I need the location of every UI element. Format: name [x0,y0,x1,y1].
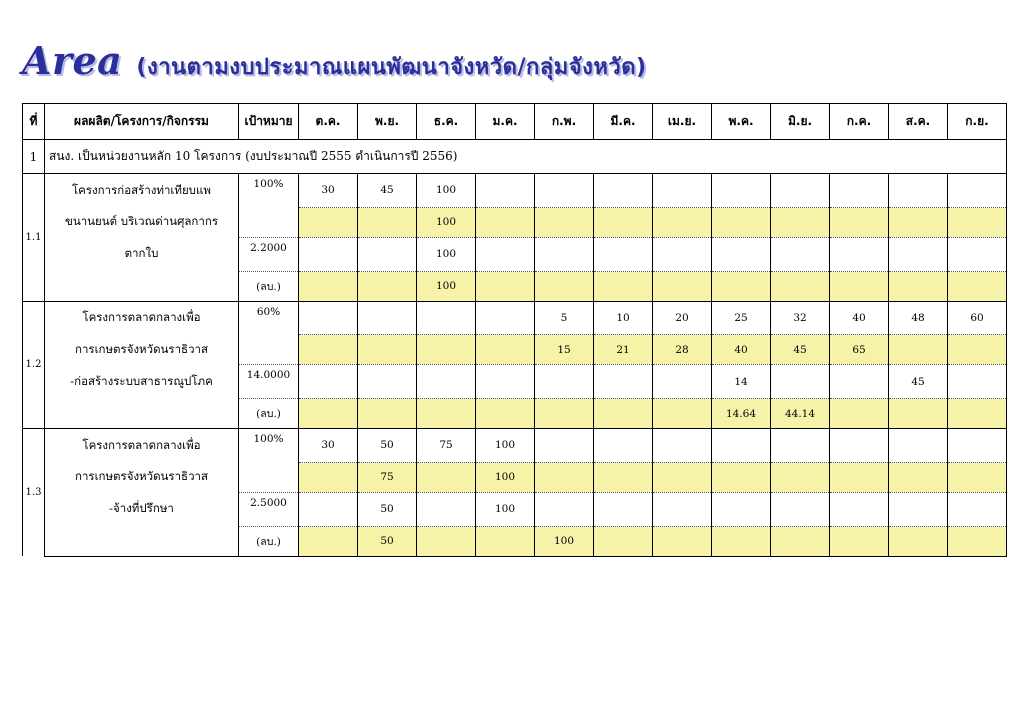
plan-table [22,103,1007,557]
month-cell [771,174,830,208]
target-cell [239,335,299,365]
month-cell [358,271,417,301]
month-cell [535,492,594,526]
month-cell [299,237,358,271]
month-cell [948,526,1007,556]
month-cell [653,365,712,399]
header-cell: พ.ย. [358,104,417,140]
month-cell [948,174,1007,208]
month-cell [889,492,948,526]
month-cell: 75 [417,429,476,463]
target-budget: 2.2000 [239,237,299,271]
month-cell [948,335,1007,365]
target-budget: 14.0000 [239,365,299,399]
target-percent: 100% [239,429,299,463]
project-number: 1.3 [23,429,45,557]
month-cell: 65 [830,335,889,365]
month-cell: 50 [358,492,417,526]
month-cell: 100 [417,271,476,301]
month-cell: 14.64 [712,399,771,429]
project-name-line [45,399,239,429]
header-cell: ม.ค. [476,104,535,140]
month-cell [299,301,358,335]
month-cell [771,462,830,492]
month-cell: 21 [594,335,653,365]
month-cell: 100 [417,207,476,237]
project-name-line: โครงการตลาดกลางเพื่อ [45,429,239,463]
month-cell [712,526,771,556]
month-cell: 100 [417,174,476,208]
summary-no: 1 [23,140,45,174]
table-row [23,207,1007,237]
month-cell [358,365,417,399]
month-cell [358,207,417,237]
month-cell: 100 [535,526,594,556]
month-cell [889,429,948,463]
month-cell [476,174,535,208]
month-cell: 100 [476,492,535,526]
month-cell [948,237,1007,271]
month-cell [535,462,594,492]
summary-text: สนง. เป็นหน่วยงานหลัก 10 โครงการ (งบประมาณปี 2555 ดำเนินการปี 2556) [45,140,1007,174]
month-cell [594,492,653,526]
month-cell [594,429,653,463]
month-cell [830,429,889,463]
month-cell [771,237,830,271]
month-cell: 75 [358,462,417,492]
month-cell [948,271,1007,301]
month-cell: 30 [299,174,358,208]
table-row [23,365,1007,399]
month-cell: 45 [771,335,830,365]
month-cell [712,462,771,492]
month-cell [830,365,889,399]
month-cell [830,462,889,492]
table-row [23,462,1007,492]
month-cell [771,207,830,237]
month-cell [653,237,712,271]
page-title [22,38,647,88]
project-name-line: -จ้างที่ปรึกษา [45,492,239,526]
table-row [23,429,1007,463]
month-cell: 40 [830,301,889,335]
month-cell [594,399,653,429]
month-cell [476,526,535,556]
header-cell: ธ.ค. [417,104,476,140]
project-number: 1.2 [23,301,45,429]
month-cell [535,429,594,463]
month-cell [358,335,417,365]
month-cell [771,429,830,463]
month-cell [653,271,712,301]
month-cell [830,399,889,429]
month-cell [948,492,1007,526]
target-budget: 2.5000 [239,492,299,526]
header-cell: ที่ [23,104,45,140]
month-cell [653,492,712,526]
month-cell [889,271,948,301]
month-cell [771,526,830,556]
header-cell: เม.ย. [653,104,712,140]
month-cell [417,301,476,335]
month-cell [771,492,830,526]
project-number: 1.1 [23,174,45,302]
month-cell [948,399,1007,429]
month-cell [594,462,653,492]
month-cell [712,237,771,271]
target-percent: 100% [239,174,299,208]
month-cell: 100 [417,237,476,271]
header-cell: ส.ค. [889,104,948,140]
table-row [23,492,1007,526]
project-name-line: ขนานยนต์ บริเวณด่านศุลกากร [45,207,239,237]
month-cell: 48 [889,301,948,335]
month-cell [417,399,476,429]
month-cell [712,207,771,237]
month-cell [535,174,594,208]
header-cell: มี.ค. [594,104,653,140]
month-cell [535,207,594,237]
month-cell [476,271,535,301]
month-cell: 28 [653,335,712,365]
month-cell [299,335,358,365]
month-cell: 45 [889,365,948,399]
project-name-line: การเกษตรจังหวัดนราธิวาส [45,462,239,492]
month-cell [771,365,830,399]
month-cell: 32 [771,301,830,335]
header-cell: พ.ค. [712,104,771,140]
month-cell [771,271,830,301]
month-cell [889,399,948,429]
project-name-line: โครงการก่อสร้างท่าเทียบแพ [45,174,239,208]
target-budget-unit: (ลบ.) [239,526,299,556]
month-cell [948,429,1007,463]
month-cell [594,207,653,237]
month-cell [594,365,653,399]
month-cell [299,365,358,399]
table-row [23,271,1007,301]
month-cell [594,237,653,271]
month-cell [535,271,594,301]
month-cell [476,237,535,271]
table-row [23,399,1007,429]
header-cell: ก.ย. [948,104,1007,140]
month-cell [535,399,594,429]
month-cell [476,301,535,335]
month-cell: 60 [948,301,1007,335]
project-name-line: -ก่อสร้างระบบสาธารณูปโภค [45,365,239,399]
target-budget-unit: (ลบ.) [239,399,299,429]
month-cell: 100 [476,462,535,492]
target-percent: 60% [239,301,299,335]
table-row [23,335,1007,365]
month-cell [594,174,653,208]
header-cell: ผลผลิต/โครงการ/กิจกรรม [45,104,239,140]
month-cell: 30 [299,429,358,463]
month-cell [594,271,653,301]
month-cell: 44.14 [771,399,830,429]
month-cell [653,526,712,556]
month-cell [948,365,1007,399]
month-cell [830,526,889,556]
month-cell [299,271,358,301]
header-cell: ก.ค. [830,104,889,140]
month-cell [712,271,771,301]
month-cell: 15 [535,335,594,365]
month-cell [476,207,535,237]
month-cell [653,207,712,237]
target-cell [239,207,299,237]
month-cell [476,335,535,365]
month-cell: 5 [535,301,594,335]
header-cell: มิ.ย. [771,104,830,140]
month-cell [417,365,476,399]
title-subtitle: (งานตามงบประมาณแผนพัฒนาจังหวัด/กลุ่มจังหวัด) [136,55,647,80]
month-cell [476,399,535,429]
target-cell [239,462,299,492]
project-name-line: โครงการตลาดกลางเพื่อ [45,301,239,335]
table-row [23,301,1007,335]
project-name-line [45,271,239,301]
month-cell: 20 [653,301,712,335]
project-name-line [45,526,239,556]
month-cell [830,271,889,301]
month-cell [299,207,358,237]
month-cell [358,301,417,335]
month-cell [299,462,358,492]
month-cell [299,399,358,429]
month-cell [535,365,594,399]
header-cell: เป้าหมาย [239,104,299,140]
month-cell: 25 [712,301,771,335]
month-cell [712,429,771,463]
month-cell: 14 [712,365,771,399]
month-cell [299,526,358,556]
month-cell [653,429,712,463]
month-cell [889,462,948,492]
month-cell: 40 [712,335,771,365]
project-name-line: การเกษตรจังหวัดนราธิวาส [45,335,239,365]
month-cell [594,526,653,556]
month-cell [712,174,771,208]
header-row [23,104,1007,140]
month-cell [830,492,889,526]
project-name-line: ตากใบ [45,237,239,271]
month-cell [889,237,948,271]
month-cell [830,207,889,237]
month-cell [417,492,476,526]
month-cell [653,399,712,429]
table-row [23,526,1007,556]
summary-row [23,140,1007,174]
month-cell [712,492,771,526]
month-cell [299,492,358,526]
month-cell [535,237,594,271]
month-cell: 50 [358,526,417,556]
month-cell [830,174,889,208]
month-cell [948,462,1007,492]
target-budget-unit: (ลบ.) [239,271,299,301]
header-cell: ต.ค. [299,104,358,140]
month-cell [417,335,476,365]
month-cell [358,237,417,271]
month-cell [889,174,948,208]
month-cell [948,207,1007,237]
table-row [23,174,1007,208]
month-cell: 45 [358,174,417,208]
table-row [23,237,1007,271]
month-cell [417,462,476,492]
month-cell [476,365,535,399]
month-cell [653,174,712,208]
month-cell [889,526,948,556]
month-cell [653,462,712,492]
month-cell: 50 [358,429,417,463]
month-cell [889,207,948,237]
month-cell [830,237,889,271]
title-main: Area [22,38,123,83]
month-cell [358,399,417,429]
month-cell: 10 [594,301,653,335]
header-cell: ก.พ. [535,104,594,140]
month-cell [417,526,476,556]
month-cell [889,335,948,365]
month-cell: 100 [476,429,535,463]
